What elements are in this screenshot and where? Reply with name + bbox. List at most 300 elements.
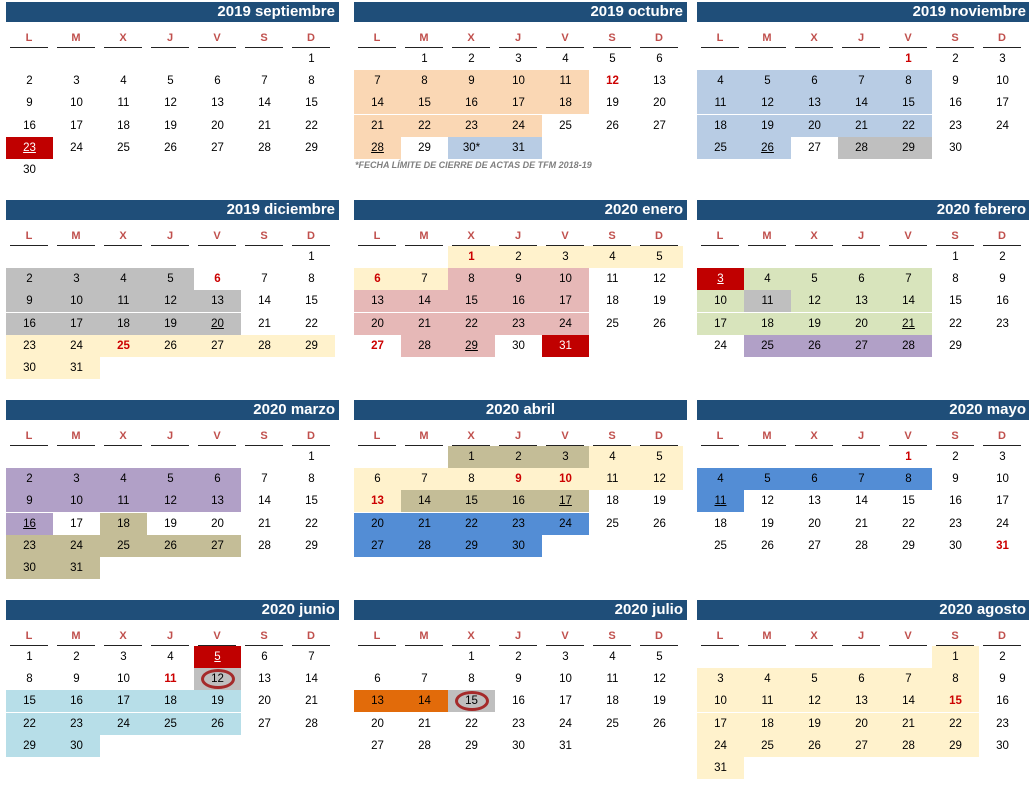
day-cell: 2	[468, 53, 475, 65]
day-cell: 19	[606, 97, 619, 110]
day-cell: 18	[714, 517, 727, 530]
day-cell: 18	[697, 115, 744, 137]
day-cell: 28	[401, 335, 448, 357]
day-cell: 8	[885, 70, 932, 92]
weekday-header: D	[640, 31, 678, 48]
weekday-header: S	[936, 629, 974, 646]
day-cell: 11	[542, 70, 589, 92]
weekday-header: M	[405, 229, 443, 246]
day-cell: 24	[542, 313, 589, 335]
day-cell: 20	[653, 97, 666, 110]
weekday-header: D	[983, 229, 1021, 246]
day-cell: 8	[308, 473, 315, 486]
day-cell: 22	[465, 717, 478, 730]
day-cell: 4	[589, 246, 636, 268]
month-title: 2020 abril	[354, 400, 687, 420]
weekday-header: M	[57, 229, 95, 246]
day-cell: 9	[26, 97, 33, 110]
day-cell: 11	[100, 290, 147, 312]
day-cell: 28	[241, 335, 288, 357]
day-cell: 2	[495, 246, 542, 268]
day-cell: 28	[885, 335, 932, 357]
weekday-header: V	[889, 629, 927, 646]
day-cell: 5	[636, 246, 683, 268]
day-cell: 24	[70, 141, 83, 154]
day-cell: 22	[305, 317, 318, 330]
day-cell: 21	[354, 115, 401, 137]
weekday-header: J	[842, 629, 880, 646]
day-cell: 30	[996, 739, 1009, 752]
day-cell: 15	[448, 290, 495, 312]
day-cell: 29	[465, 739, 478, 752]
day-cell: 1	[932, 646, 979, 668]
day-cell: 6	[354, 468, 401, 490]
day-cell: 19	[147, 313, 194, 335]
day-cell: 2	[6, 268, 53, 290]
day-cell: 25	[100, 335, 147, 357]
day-cell: 29	[6, 735, 53, 757]
day-cell: 13	[808, 495, 821, 508]
day-cell: 5	[147, 468, 194, 490]
day-cell: 4	[100, 268, 147, 290]
day-cell: 17	[70, 119, 83, 132]
day-cell: 6	[214, 273, 221, 286]
day-cell: 19	[194, 690, 241, 712]
day-cell: 25	[100, 535, 147, 557]
day-cell: 15	[448, 690, 495, 712]
day-cell: 8	[885, 468, 932, 490]
day-cell: 9	[952, 473, 959, 486]
day-cell: 23	[495, 313, 542, 335]
day-cell: 6	[354, 268, 401, 290]
weekday-header: V	[198, 629, 236, 646]
day-cell: 5	[656, 651, 663, 663]
day-cell: 25	[744, 335, 791, 357]
day-cell: 2	[999, 251, 1006, 263]
weekday-header: D	[292, 229, 330, 246]
month-title: 2019 noviembre	[697, 2, 1029, 22]
day-cell: 25	[714, 539, 727, 552]
day-cell: 7	[261, 75, 268, 88]
weekday-header: D	[983, 629, 1021, 646]
day-cell: 30	[949, 539, 962, 552]
day-cell: 12	[653, 273, 666, 286]
weekday-header: L	[10, 31, 48, 48]
day-cell: 12	[761, 495, 774, 508]
day-cell: 4	[697, 70, 744, 92]
day-cell: 24	[53, 535, 100, 557]
day-cell: 25	[559, 119, 572, 132]
weekday-header: M	[405, 31, 443, 48]
weekday-header: J	[499, 31, 537, 48]
day-cell: 16	[512, 695, 525, 708]
day-cell: 28	[418, 739, 431, 752]
weekday-header: J	[842, 429, 880, 446]
day-cell: 23	[6, 137, 53, 159]
day-cell: 19	[744, 115, 791, 137]
weekday-header: V	[546, 429, 584, 446]
day-cell: 13	[354, 290, 401, 312]
weekday-header: L	[358, 31, 396, 48]
day-cell: 13	[194, 290, 241, 312]
day-cell: 3	[120, 651, 127, 663]
day-cell: 11	[697, 92, 744, 114]
day-cell: 9	[999, 673, 1006, 686]
day-cell: 29	[418, 141, 431, 154]
day-cell: 21	[258, 317, 271, 330]
day-cell: 14	[401, 290, 448, 312]
day-cell: 31	[53, 557, 100, 579]
weekday-header: M	[748, 31, 786, 48]
day-cell: 22	[949, 317, 962, 330]
day-cell: 26	[147, 335, 194, 357]
day-cell: 4	[589, 446, 636, 468]
weekday-header: X	[104, 429, 142, 446]
day-cell: 9	[6, 290, 53, 312]
weekday-header: D	[292, 429, 330, 446]
day-cell: 10	[559, 673, 572, 686]
day-cell: 8	[308, 273, 315, 286]
day-cell: 26	[744, 137, 791, 159]
day-cell: 20	[371, 717, 384, 730]
day-cell: 5	[609, 53, 616, 65]
day-cell: 3	[999, 53, 1006, 65]
weekday-header: L	[701, 229, 739, 246]
day-cell: 15	[885, 92, 932, 114]
day-cell: 28	[305, 717, 318, 730]
day-cell: 22	[902, 517, 915, 530]
day-cell: 6	[838, 268, 885, 290]
weekday-header: X	[795, 429, 833, 446]
day-cell: 28	[258, 141, 271, 154]
weekday-header: S	[593, 31, 631, 48]
day-cell: 16	[996, 695, 1009, 708]
day-cell: 8	[952, 273, 959, 286]
day-cell: 3	[73, 75, 80, 88]
day-cell: 9	[952, 75, 959, 88]
day-cell: 16	[949, 97, 962, 110]
day-cell: 24	[996, 119, 1009, 132]
month-2020-junio	[6, 600, 339, 790]
day-cell: 2	[73, 651, 80, 663]
day-cell: 12	[791, 290, 838, 312]
day-cell: 19	[653, 295, 666, 308]
day-cell: 31	[697, 757, 744, 779]
weekday-header: J	[151, 629, 189, 646]
day-cell: 30	[6, 557, 53, 579]
weekday-header: L	[10, 429, 48, 446]
day-cell: 21	[838, 115, 885, 137]
day-cell: 30	[53, 735, 100, 757]
day-cell: 27	[808, 141, 821, 154]
day-cell: 16	[6, 513, 53, 535]
day-cell: 16	[495, 290, 542, 312]
day-cell: 26	[606, 119, 619, 132]
day-cell: 7	[308, 651, 315, 663]
day-cell: 18	[744, 313, 791, 335]
weekday-header: S	[936, 31, 974, 48]
day-cell: 31	[495, 137, 542, 159]
day-cell: 5	[147, 268, 194, 290]
day-cell: 4	[167, 651, 174, 663]
day-cell: 2	[999, 651, 1006, 663]
day-cell: 3	[53, 468, 100, 490]
day-cell: 26	[653, 517, 666, 530]
day-cell: 18	[100, 513, 147, 535]
day-cell: 31	[559, 739, 572, 752]
day-cell: 11	[744, 290, 791, 312]
weekday-header: L	[10, 229, 48, 246]
month-title: 2020 marzo	[6, 400, 339, 420]
day-cell: 21	[305, 695, 318, 708]
month-title: 2020 agosto	[697, 600, 1029, 620]
weekday-header: L	[701, 31, 739, 48]
day-cell: 5	[636, 446, 683, 468]
day-cell: 7	[838, 468, 885, 490]
day-cell: 25	[606, 517, 619, 530]
day-cell: 9	[448, 70, 495, 92]
weekday-header: V	[198, 31, 236, 48]
weekday-header: S	[593, 229, 631, 246]
day-cell: 18	[117, 119, 130, 132]
day-cell: 2	[952, 451, 959, 463]
day-cell: 10	[70, 97, 83, 110]
day-cell: 10	[996, 473, 1009, 486]
day-cell: 21	[401, 513, 448, 535]
day-cell: 29	[949, 339, 962, 352]
day-cell: 17	[100, 690, 147, 712]
day-cell: 19	[791, 313, 838, 335]
day-cell: 18	[100, 313, 147, 335]
month-title: 2019 octubre	[354, 2, 687, 22]
day-cell: 27	[371, 339, 384, 352]
day-cell: 18	[606, 695, 619, 708]
day-cell: 29	[448, 535, 495, 557]
day-cell: 8	[932, 668, 979, 690]
day-cell: 4	[120, 75, 127, 88]
day-cell: 14	[885, 690, 932, 712]
day-cell: 6	[838, 668, 885, 690]
month-title: 2020 julio	[354, 600, 687, 620]
day-cell: 5	[194, 646, 241, 668]
weekday-header: S	[593, 429, 631, 446]
day-cell: 3	[562, 651, 569, 663]
day-cell: 22	[305, 119, 318, 132]
day-cell: 5	[791, 268, 838, 290]
day-cell: 22	[6, 713, 53, 735]
day-cell: 25	[606, 717, 619, 730]
day-cell: 19	[164, 119, 177, 132]
day-cell: 13	[194, 490, 241, 512]
day-cell: 24	[53, 335, 100, 357]
day-cell: 23	[53, 713, 100, 735]
weekday-header: V	[546, 629, 584, 646]
day-cell: 7	[261, 273, 268, 286]
day-cell: 13	[838, 690, 885, 712]
day-cell: 14	[885, 290, 932, 312]
day-cell: 26	[653, 317, 666, 330]
day-cell: 21	[855, 517, 868, 530]
weekday-header: L	[358, 429, 396, 446]
day-cell: 12	[147, 490, 194, 512]
day-cell: 23	[996, 317, 1009, 330]
day-cell: 8	[468, 673, 475, 686]
weekday-header: S	[245, 229, 283, 246]
day-cell: 27	[653, 119, 666, 132]
day-cell: 20	[354, 513, 401, 535]
day-cell: 26	[791, 335, 838, 357]
day-cell: 18	[542, 92, 589, 114]
day-cell: 30	[949, 141, 962, 154]
day-cell: 13	[258, 673, 271, 686]
weekday-header: X	[795, 629, 833, 646]
day-cell: 12	[744, 92, 791, 114]
month-title: 2020 febrero	[697, 200, 1029, 220]
day-cell: 29	[885, 137, 932, 159]
day-cell: 19	[761, 517, 774, 530]
weekday-header: L	[358, 229, 396, 246]
day-cell: 25	[744, 735, 791, 757]
day-cell: 14	[401, 690, 448, 712]
weekday-header: X	[104, 31, 142, 48]
day-cell: 26	[147, 535, 194, 557]
weekday-header: L	[10, 629, 48, 646]
day-cell: 21	[258, 119, 271, 132]
day-cell: 2	[26, 75, 33, 88]
weekday-header: J	[499, 229, 537, 246]
day-cell: 23	[6, 535, 53, 557]
day-cell: 8	[448, 468, 495, 490]
day-cell: 16	[949, 495, 962, 508]
day-cell: 21	[885, 313, 932, 335]
day-cell: 11	[697, 490, 744, 512]
day-cell: 3	[697, 268, 744, 290]
month-2020-abril	[354, 400, 687, 590]
weekday-header: X	[795, 229, 833, 246]
day-cell: 19	[653, 695, 666, 708]
day-cell: 21	[885, 713, 932, 735]
day-cell: 4	[697, 468, 744, 490]
day-cell: 4	[562, 53, 569, 65]
day-cell: 30	[512, 339, 525, 352]
day-cell: 15	[448, 490, 495, 512]
day-cell: 28	[885, 735, 932, 757]
weekday-header: L	[701, 429, 739, 446]
day-cell: 1	[448, 246, 495, 268]
day-cell: 29	[305, 141, 318, 154]
weekday-header: L	[701, 629, 739, 646]
day-cell: 28	[258, 539, 271, 552]
weekday-header: J	[842, 229, 880, 246]
day-cell: 17	[542, 490, 589, 512]
day-cell: 24	[100, 713, 147, 735]
day-cell: 30	[6, 357, 53, 379]
day-cell: 11	[606, 673, 619, 686]
day-cell: 11	[589, 468, 636, 490]
day-cell: 18	[606, 295, 619, 308]
day-cell: 17	[697, 313, 744, 335]
day-cell: 12	[164, 97, 177, 110]
weekday-header: J	[151, 429, 189, 446]
day-cell: 11	[744, 690, 791, 712]
month-title: 2020 enero	[354, 200, 687, 220]
weekday-header: D	[983, 31, 1021, 48]
day-cell: 20	[211, 517, 224, 530]
day-cell: 16	[23, 119, 36, 132]
day-cell: 6	[214, 75, 221, 88]
day-cell: 29	[305, 539, 318, 552]
weekday-header: V	[889, 31, 927, 48]
day-cell: 7	[838, 70, 885, 92]
weekday-header: D	[640, 629, 678, 646]
weekday-header: S	[245, 629, 283, 646]
weekday-header: V	[546, 31, 584, 48]
weekday-header: J	[151, 31, 189, 48]
day-cell: 10	[495, 70, 542, 92]
day-cell: 1	[308, 251, 315, 263]
day-cell: 17	[559, 695, 572, 708]
day-cell: 15	[305, 295, 318, 308]
weekday-header: X	[795, 31, 833, 48]
day-cell: 23	[949, 119, 962, 132]
day-cell: 29	[288, 335, 335, 357]
weekday-header: V	[198, 229, 236, 246]
day-cell: 20	[838, 313, 885, 335]
weekday-header: D	[983, 429, 1021, 446]
day-cell: 14	[354, 92, 401, 114]
weekday-header: L	[358, 629, 396, 646]
day-cell: 1	[308, 53, 315, 65]
month-2020-mayo	[697, 400, 1029, 590]
day-cell: 20	[211, 119, 224, 132]
weekday-header: X	[104, 629, 142, 646]
weekday-header: D	[292, 31, 330, 48]
day-cell: 10	[697, 290, 744, 312]
day-cell: 17	[70, 517, 83, 530]
day-cell: 17	[697, 713, 744, 735]
day-cell: 1	[905, 53, 912, 65]
day-cell: 13	[354, 490, 401, 512]
month-title: 2020 junio	[6, 600, 339, 620]
day-cell: 24	[714, 339, 727, 352]
day-cell: 4	[744, 268, 791, 290]
day-cell: 5	[744, 70, 791, 92]
day-cell: 30	[23, 164, 36, 176]
day-cell: 1	[26, 651, 33, 663]
day-cell: 13	[211, 97, 224, 110]
day-cell: 24	[495, 115, 542, 137]
weekday-header: M	[405, 629, 443, 646]
day-cell: 2	[495, 446, 542, 468]
day-cell: 10	[542, 268, 589, 290]
day-cell: 9	[6, 490, 53, 512]
day-cell: 19	[164, 517, 177, 530]
day-cell: 22	[448, 513, 495, 535]
day-cell: 31	[542, 335, 589, 357]
day-cell: 16	[996, 295, 1009, 308]
day-cell: 11	[117, 97, 130, 110]
day-cell: 30	[512, 739, 525, 752]
day-cell: 29	[902, 539, 915, 552]
weekday-header: X	[452, 629, 490, 646]
weekday-header: S	[936, 229, 974, 246]
weekday-header: X	[452, 31, 490, 48]
day-cell: 19	[653, 495, 666, 508]
day-cell: 5	[791, 668, 838, 690]
day-cell: 24	[559, 717, 572, 730]
day-cell: 25	[117, 141, 130, 154]
month-title: 2019 septiembre	[6, 2, 339, 22]
